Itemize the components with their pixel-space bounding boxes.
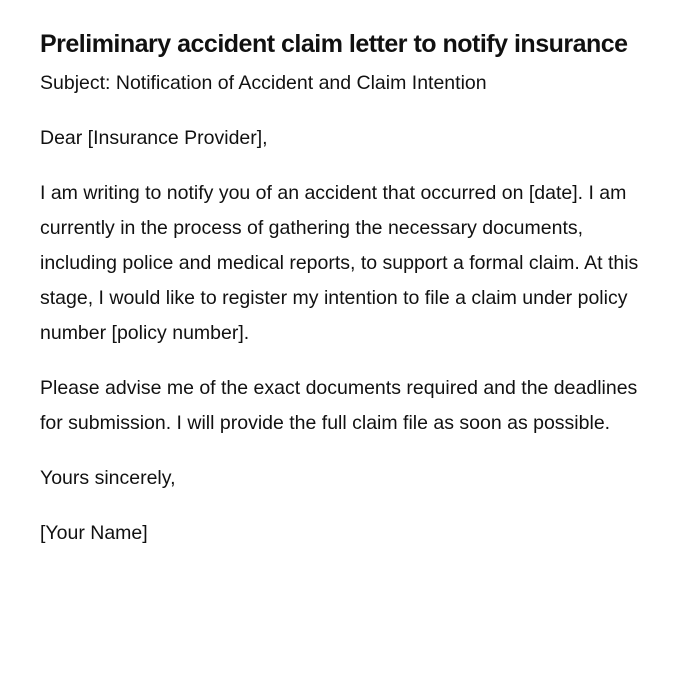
page-title: Preliminary accident claim letter to notify insurance <box>40 30 628 58</box>
subject-line: Subject: Notification of Accident and Claim Intention <box>40 72 487 94</box>
body-paragraph-1: I am writing to notify you of an accident that occurred on [date]. I am currently in the process of gathering the necessary documents, including police and medical reports, to support a formal claim. At this stage, I would like to register my intention to file a claim under policy number [policy number]. <box>40 182 639 344</box>
signature: [Your Name] <box>40 522 148 544</box>
salutation: Dear [Insurance Provider], <box>40 127 268 149</box>
body-paragraph-2: Please advise me of the exact documents required and the deadlines for submission. I will provide the full claim file as soon as possible. <box>40 377 638 434</box>
closing: Yours sincerely, <box>40 467 176 489</box>
